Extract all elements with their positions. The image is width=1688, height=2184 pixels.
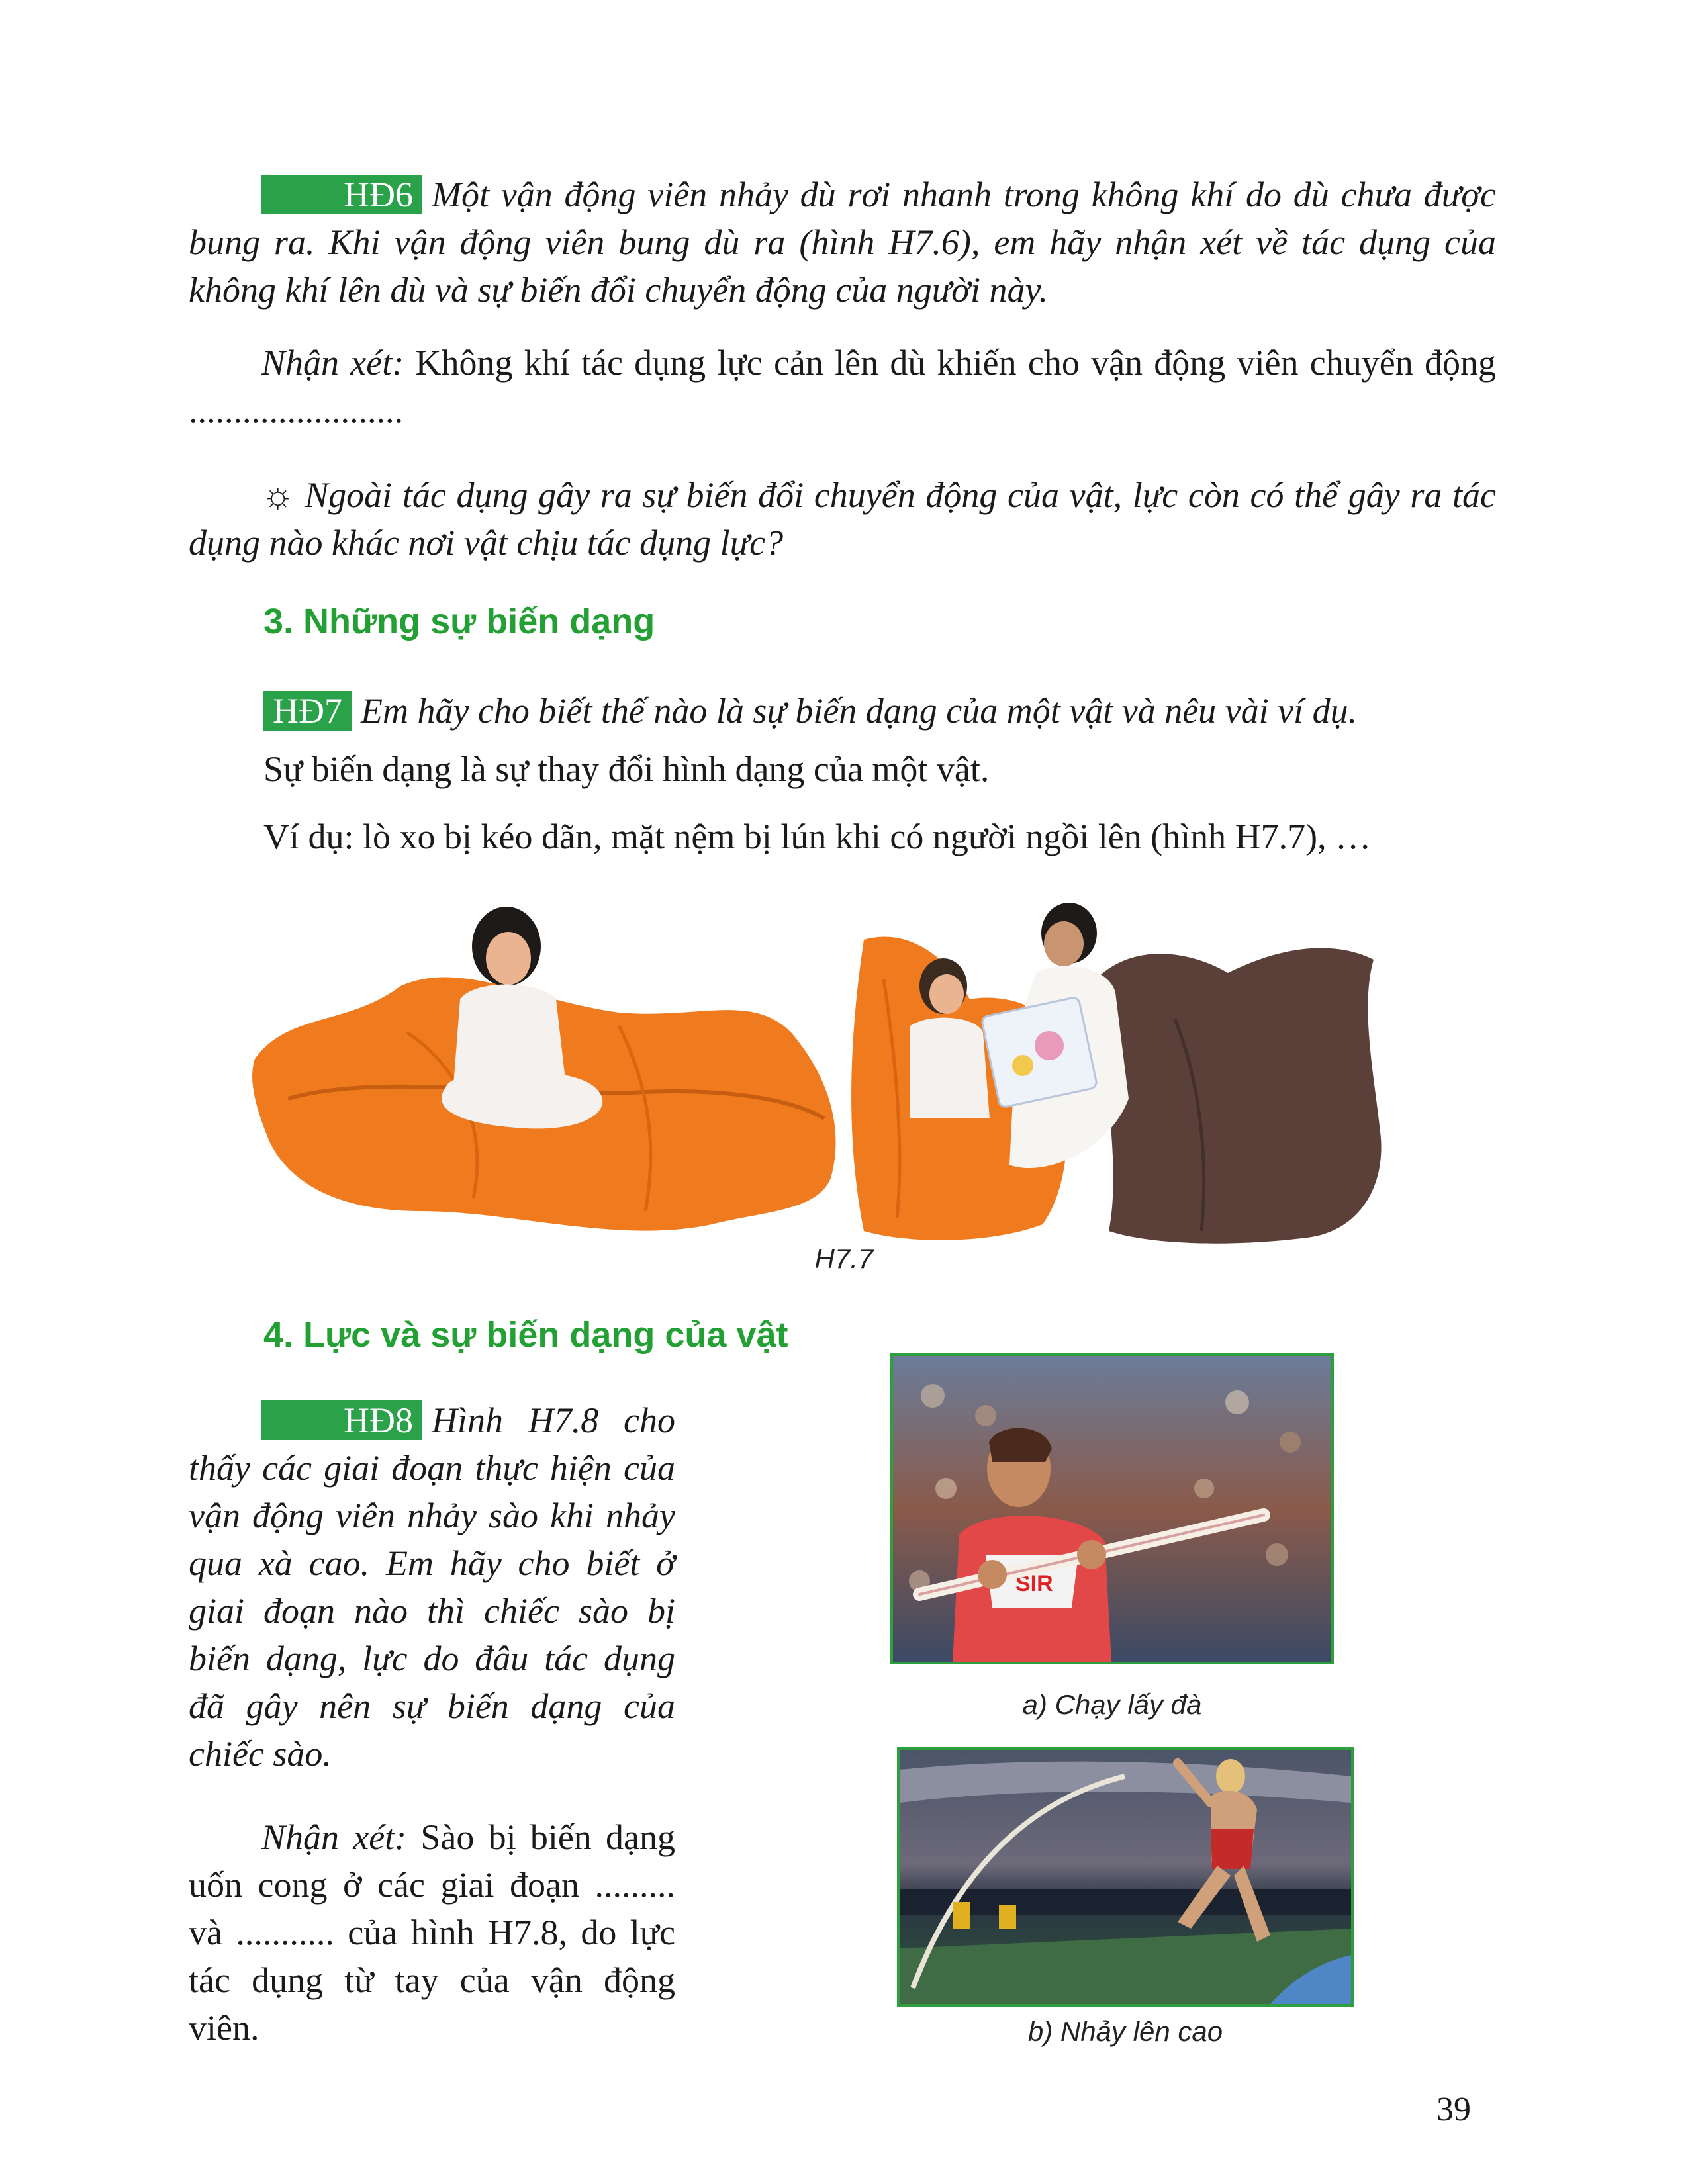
hd6-text: Một vận động viên nhảy dù rơi nhanh trong không khí do dù chưa được bung ra. Khi vận động viên bung dù ra (hình H7.6), em hãy nhận xét về tác dụng của không khí lên dù và sự biến đổi chuyển động của người này.: [189, 175, 1496, 310]
hd8-remark-text: Sào bị biến dạng uốn cong ở các giai đoạn ......... và ........... của hình H7.8, do lực tác dụng từ tay của vận động viên.: [189, 1817, 675, 2048]
photo-run-up: [890, 1353, 1334, 1664]
definition-text: Sự biến dạng là sự thay đổi hình dạng của một vật.: [263, 749, 990, 789]
photo-run-up-image: [893, 1356, 1331, 1662]
caption-jump: b) Nhảy lên cao: [1027, 2016, 1223, 2047]
figure-h77-illustration: [248, 900, 1506, 1257]
hd6-paragraph: [189, 171, 1496, 314]
page-number: 39: [1436, 2091, 1471, 2128]
bib-text: SIR: [1015, 1571, 1053, 1596]
figure-h77-caption: H7.7: [814, 1243, 874, 1274]
example-text: Ví dụ: lò xo bị kéo dãn, mặt nệm bị lún khi có người ngồi lên (hình H7.7), …: [263, 817, 1372, 856]
hd8-remark: [189, 1813, 675, 2052]
hd6-tag: HĐ6: [261, 175, 422, 214]
question-paragraph: [189, 471, 1496, 567]
sun-icon: ☼: [261, 475, 295, 515]
photo-jump: [897, 1747, 1354, 2007]
section4-heading: 4. Lực và sự biến dạng của vật: [263, 1315, 788, 1355]
hd6-remark-text: Không khí tác dụng lực cản lên dù khiến cho vận động viên chuyển động ........................: [189, 343, 1496, 430]
hd8-remark-label: Nhận xét:: [261, 1817, 407, 1857]
left-cushion-scene: [252, 907, 835, 1231]
hd8-text: Hình H7.8 cho thấy các giai đoạn thực hiện của vận động viên nhảy sào khi nhảy qua xà cao. Em hãy cho biết ở giai đoạn nào thì chiếc sào bị biến dạng, lực do đâu tác dụng đã gây nên sự biến dạng của chiếc sào.: [189, 1400, 675, 1774]
hd7-text: Em hãy cho biết thế nào là sự biến dạng của một vật và nêu vài ví dụ.: [361, 691, 1358, 731]
photo-jump-image: [900, 1750, 1351, 2004]
caption-run-up: a) Chạy lấy đà: [1022, 1689, 1202, 1720]
hd8-tag: HĐ8: [261, 1400, 422, 1440]
section3-heading: 3. Những sự biến dạng: [263, 602, 655, 641]
right-cushion-scene: [851, 903, 1381, 1244]
hd6-remark-label: Nhận xét:: [261, 343, 404, 383]
question-text: Ngoài tác dụng gây ra sự biến đổi chuyển động của vật, lực còn có thể gây ra tác dụng nào khác nơi vật chịu tác dụng lực?: [189, 475, 1496, 563]
hd7-tag: HĐ7: [263, 691, 352, 731]
hd8-paragraph: [189, 1396, 675, 1778]
hd6-remark: [189, 339, 1496, 434]
hd7-paragraph: [263, 687, 1501, 735]
